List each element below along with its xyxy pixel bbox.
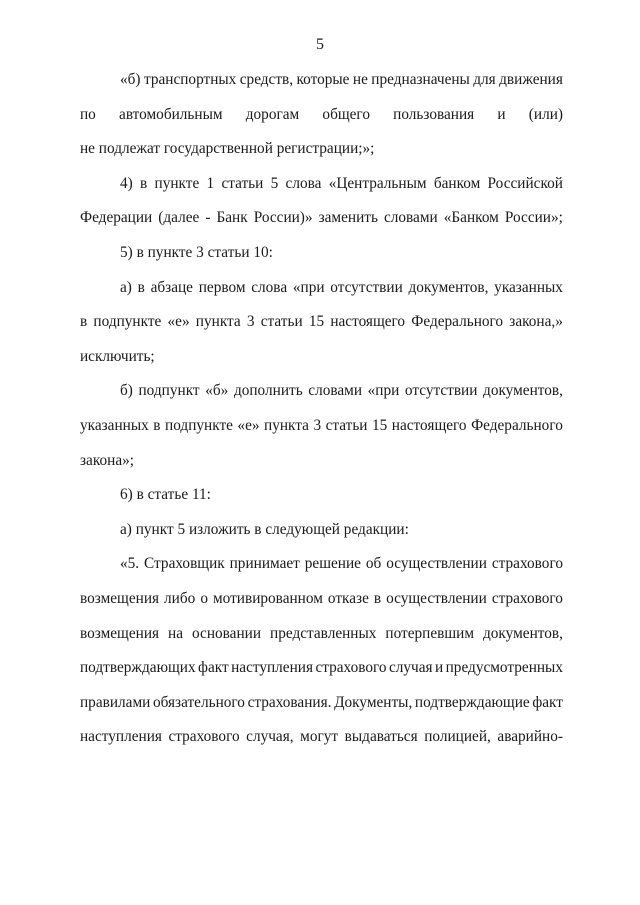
word: «5. [120,555,140,573]
word: подпункт [138,382,200,400]
word: страхового [315,659,387,677]
text-line [80,374,563,409]
word: принимает [229,555,300,573]
word: банком [433,174,481,192]
word: Банк [216,209,248,227]
word: б) [120,382,133,400]
word: Документы, [334,693,413,711]
word: 3 [246,313,255,331]
word: пункта [195,313,241,331]
word: Федерации [80,209,153,227]
word: Федерального [471,416,563,434]
word: «б» [205,382,229,400]
word: мотивированном [212,589,323,607]
word: решение [304,555,361,573]
word: Федерального [411,313,504,331]
text-line [80,720,563,755]
word: на [168,624,184,642]
word: статьи [221,174,264,192]
word: обязательного [152,693,245,711]
word: подтверждающие [414,693,530,711]
word: правилами [80,693,151,711]
word: 15 [308,313,325,331]
word: представленных [270,624,377,642]
word: пункте [154,174,200,192]
word: пользования [393,105,475,123]
word: и [497,105,506,123]
word: «Банком [443,209,499,227]
word: для [473,71,496,88]
word: факт [198,659,229,677]
word: основании [192,624,262,642]
paragraph [80,236,563,271]
word: случая [388,659,433,677]
word: страхового [491,589,563,607]
text-line: закона»; [80,451,135,469]
word: страхового [168,728,240,746]
word: факт [532,693,563,711]
word: в [153,416,161,434]
word: подпункте [165,416,233,434]
paragraph [80,547,563,755]
word: по [80,105,96,123]
text-line [80,271,563,306]
text-line: 6) в статье 11: [120,486,211,504]
word: возмещения [80,589,160,607]
word: дополнить [233,382,303,400]
word: предназначены [371,71,470,88]
word: «при [292,278,325,296]
word: «е» [237,416,260,434]
paragraph [80,513,563,548]
word: «е» [167,313,190,331]
word: осуществлении [386,589,487,607]
paragraph [80,374,563,478]
word: «при [367,382,400,400]
word: слова [285,174,322,192]
word: Страховщик [144,555,225,573]
word: «б) [120,71,141,88]
word: документов, [483,382,563,400]
paragraph [80,63,563,167]
word: которые [296,71,350,88]
word: словами [308,382,363,400]
word: наступления [231,659,314,677]
text-line: 5) в пункте 3 статьи 10: [120,243,273,261]
word: 3 [313,416,322,434]
word: настоящего [391,416,467,434]
text-line: а) пункт 5 изложить в следующей редакции: [120,520,409,538]
word: указанных [80,416,149,434]
word: и [435,659,444,677]
word: абзаце [150,278,193,296]
paragraph [80,271,563,375]
word: могут [300,728,339,746]
word: Российской [487,174,563,192]
word: (далее [158,209,200,227]
word: документов, [408,278,489,296]
text-line [80,63,563,98]
word: в [137,278,145,296]
word: потерпевшим [385,624,475,642]
text-line [80,201,563,236]
word: осуществлении [386,555,487,573]
word: (или) [528,105,563,123]
word: в [80,313,88,331]
word: случая, [246,728,294,746]
word: «Центральным [328,174,427,192]
text-line: не подлежат государственной регистрации;»; [80,140,375,158]
text-line [80,98,563,133]
word: пункта [264,416,309,434]
word: указанных [494,278,563,296]
word: 15 [372,416,388,434]
word: наступления [80,728,162,746]
word: не [352,71,368,88]
paragraph [80,167,563,236]
word: отсутствии [330,278,403,296]
word: закона,» [509,313,563,331]
text-line [80,686,563,721]
word: документов, [483,624,563,642]
word: общего [322,105,370,123]
text-line [80,547,563,582]
text-line [80,582,563,617]
word: - [205,209,211,227]
word: страхового [491,555,563,573]
word: в [140,174,148,192]
text-line [80,305,563,340]
word: отсутствии [404,382,478,400]
word: статьи [325,416,368,434]
word: 5 [270,174,279,192]
word: выдаваться [344,728,418,746]
word: аварийно- [497,728,563,746]
word: подтверждающих [80,659,196,677]
text-line [80,617,563,652]
word: возмещения [80,624,160,642]
word: в [373,589,382,607]
word: движения [499,71,563,88]
word: отказе [327,589,369,607]
word: настоящего [330,313,406,331]
word: полицией, [424,728,491,746]
word: средств, [239,71,294,88]
word: о [200,589,208,607]
word: России)» [253,209,313,227]
word: слова [251,278,288,296]
text-line: исключить; [80,347,155,365]
word: 1 [206,174,215,192]
word: словами [383,209,438,227]
word: статьи [260,313,303,331]
document-body [80,63,563,755]
word: транспортных [143,71,237,88]
text-line [80,651,563,686]
text-line [80,167,563,202]
word: первом [198,278,246,296]
page-number: 5 [316,36,324,53]
word: заменить [318,209,378,227]
word: 4) [120,174,133,192]
paragraph [80,478,563,513]
word: автомобильным [119,105,223,123]
word: об [365,555,382,573]
word: подпункте [93,313,162,331]
word: либо [164,589,196,607]
word: страхования. [247,693,332,711]
word: дорогам [245,105,300,123]
text-line [80,409,563,444]
word: России»; [504,209,563,227]
word: предусмотренных [445,659,563,677]
word: а) [120,278,132,296]
